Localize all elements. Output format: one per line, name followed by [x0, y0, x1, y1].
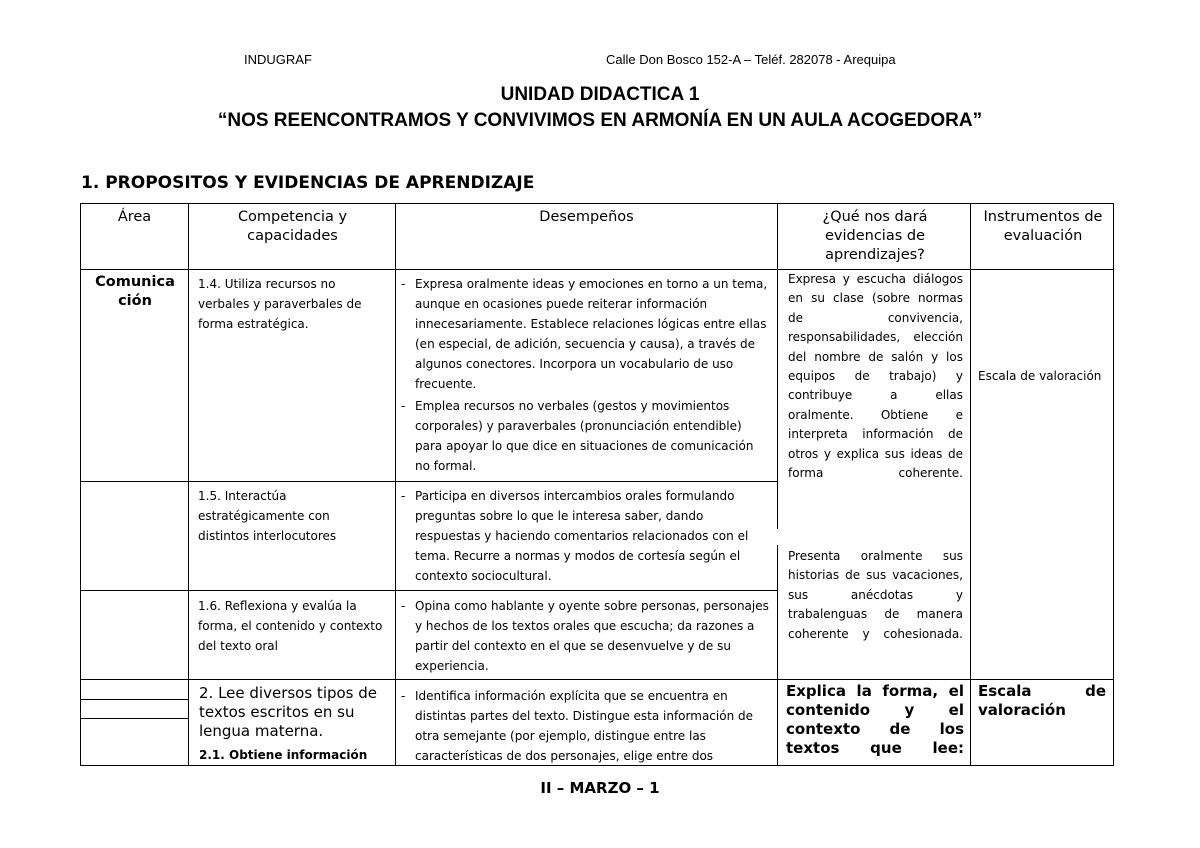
competencia-1-5: 1.5. Interactúa estratégicamente con distintos interlocutores [198, 489, 337, 543]
header-area: Área [117, 209, 152, 225]
desempenos-row3 [401, 596, 769, 678]
evidencia-explica: Explica la forma, el contenido y el contexto de los textos que lee: [786, 682, 964, 757]
evidencia-historias: Presenta oralmente sus historias de sus vacaciones, sus anécdotas y trabalenguas de manera coherente y cohesionada. [788, 549, 963, 641]
header-evidencias: ¿Qué nos dará evidencias de aprendizajes? [822, 209, 928, 263]
desempeno-item: - Expresa oralmente ideas y emociones en torno a un tema, aunque en ocasiones puede reiterar información innecesariamente. Establece relaciones lógicas entre ellas (en especial, de adición, secuencia y causa), a través de algunos conectores. Incorpora un vocabulario de uso frecuente. [401, 274, 769, 394]
area-cell: Comunica ción [95, 274, 175, 309]
evidencia-dialogos: Expresa y escucha diálogos en su clase (sobre normas de convivencia, responsabilidades, elección del nombre de salón y los equipos de trabajo) y contribuye a ellas oralmente. Obtiene e interpreta información de otros y explica sus ideas de forma coherente. [788, 272, 963, 481]
desempenos-row1 [401, 274, 769, 478]
header-address: Calle Don Bosco 152-A – Teléf. 282078 - Arequipa [606, 52, 896, 67]
header-instrumentos: Instrumentos de evaluación [983, 209, 1103, 244]
competencia-2-1: 2.1. Obtiene información [199, 748, 368, 762]
instrumento-row4: Escala de valoración [978, 682, 1106, 719]
header-competencia: Competencia y capacidades [237, 209, 348, 244]
header-company: INDUGRAF [244, 52, 312, 67]
desempenos-row2 [401, 486, 769, 588]
desempenos-row4 [401, 686, 769, 768]
desempeno-item: - Emplea recursos no verbales (gestos y movimientos corporales) y paraverbales (pronunciación entendible) para apoyar lo que dice en situaciones de comunicación no formal. [401, 396, 769, 476]
desempeno-item: - Opina como hablante y oyente sobre personas, personajes y hechos de los textos orales que escucha; da razones a partir del contexto en el que se desenvuelve y de su experiencia. [401, 596, 769, 676]
competencia-1-6: 1.6. Reflexiona y evalúa la forma, el contenido y contexto del texto oral [198, 599, 383, 653]
unit-subtitle: “NOS REENCONTRAMOS Y CONVIVIMOS EN ARMONÍA EN UN AULA ACOGEDORA” [217, 110, 983, 131]
desempeno-item: - Participa en diversos intercambios orales formulando preguntas sobre lo que le interesa saber, dando respuestas y haciendo comentarios relacionados con el tema. Recurre a normas y modos de cortesía según el contexto sociocultural. [401, 486, 769, 586]
desempeno-item: - Identifica información explícita que se encuentra en distintas partes del texto. Distingue esta información de otra semejante (por ejemplo, distingue entre las características de dos personajes, elige entre dos [401, 686, 769, 766]
competencia-1-4: 1.4. Utiliza recursos no verbales y paraverbales de forma estratégica. [198, 277, 362, 331]
header-desempenos: Desempeños [539, 209, 634, 225]
unit-title: UNIDAD DIDACTICA 1 [500, 84, 700, 105]
section-title: 1. PROPOSITOS Y EVIDENCIAS DE APRENDIZAJE [81, 173, 535, 193]
competencia-2: 2. Lee diversos tipos de textos escritos en su lengua materna. [199, 684, 378, 740]
page-footer: II – MARZO – 1 [540, 779, 660, 797]
instrumento-row1: Escala de valoración [978, 369, 1102, 383]
